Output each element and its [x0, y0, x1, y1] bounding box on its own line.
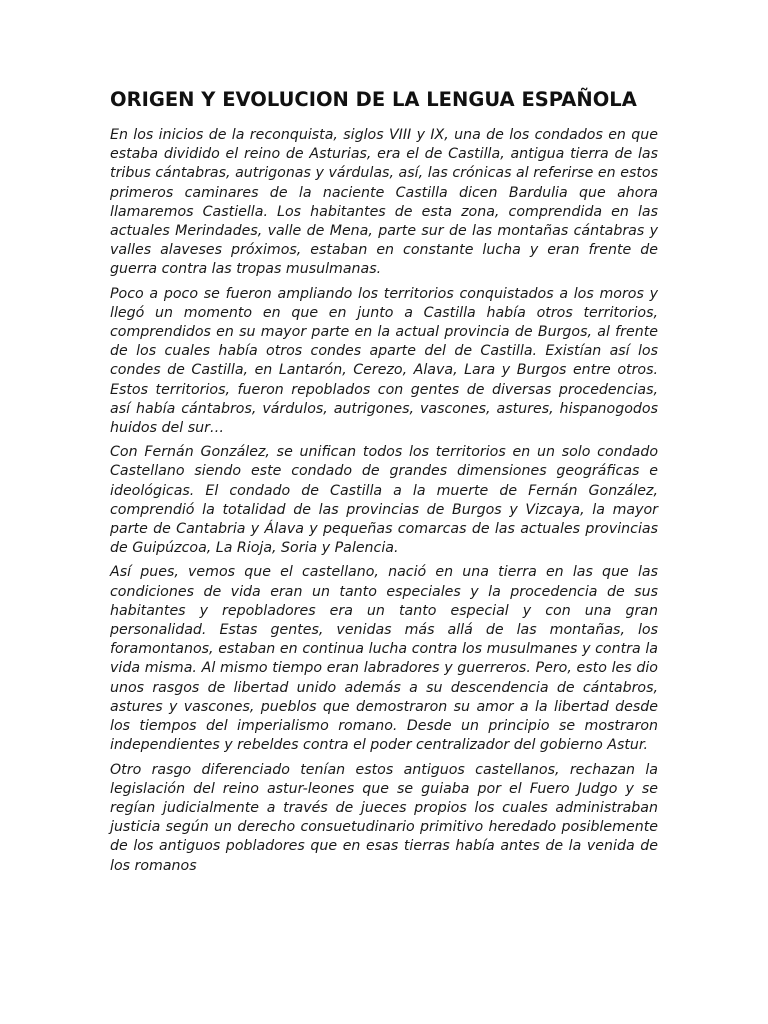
- paragraph-5: Otro rasgo diferenciado tenían estos antiguos castellanos, rechazan la legislación del reino astur-leones que se guiaba por el Fuero Judgo y se regían judicialmente a través de jueces propios los cuales administraban justicia según un derecho consuetudinario primitivo heredado posiblemente de los antiguos pobladores que en esas tierras había antes de la venida de los romanos: [110, 761, 658, 874]
- paragraph-1: En los inicios de la reconquista, siglos VIII y IX, una de los condados en que estaba dividido el reino de Asturias, era el de Castilla, antigua tierra de las tribus cántabras, autrigonas y várdulas, así, las crónicas al referirse en estos primeros caminares de la naciente Castilla dicen Bardulia que ahora llamaremos Castiella. Los habitantes de esta zona, comprendida en las actuales Merindades, valle de Mena, parte sur de las montañas cántabras y valles alaveses próximos, estaban en constante lucha y eran frente de guerra contra las tropas musulmanas.: [110, 127, 658, 278]
- paragraph-2: Poco a poco se fueron ampliando los territorios conquistados a los moros y llegó un momento en que en junto a Castilla había otros territorios, comprendidos en su mayor parte en la actual provincia de Burgos, al frente de los cuales había otros condes aparte del de Castilla. Existían así los condes de Castilla, en Lantarón, Cerezo, Alava, Lara y Burgos entre otros. Estos territorios, fueron repoblados con gentes de diversas procedencias, así había cántabros, várdulos, autrigones, vascones, astures, hispanogodos huidos del sur…: [110, 285, 658, 437]
- paragraph-3: Con Fernán González, se unifican todos los territorios en un solo condado Castellano siendo este condado de grandes dimensiones geográficas e ideológicas. El condado de Castilla a la muerte de Fernán González, comprendió la totalidad de las provincias de Burgos y Vizcaya, la mayor parte de Cantabria y Álava y pequeñas comarcas de las actuales provincias de Guipúzcoa, La Rioja, Soria y Palencia.: [110, 444, 658, 557]
- document-title: ORIGEN Y EVOLUCION DE LA LENGUA ESPAÑOLA: [110, 88, 637, 111]
- document-page: [110, 86, 658, 881]
- paragraph-4: Así pues, vemos que el castellano, nació en una tierra en las que las condiciones de vida eran un tanto especiales y la procedencia de sus habitantes y repobladores era un tanto especial y con una gran personalidad. Estas gentes, venidas más allá de las montañas, los foramontanos, estaban en continua lucha contra los musulmanes y contra la vida misma. Al mismo tiempo eran labradores y guerreros. Pero, esto les dio unos rasgos de libertad unido además a su descendencia de cántabros, astures y vascones, pueblos que demostraron su amor a la libertad desde los tiempos del imperialismo romano. Desde un principio se mostraron independientes y rebeldes contra el poder centralizador del gobierno Astur.: [110, 564, 658, 754]
